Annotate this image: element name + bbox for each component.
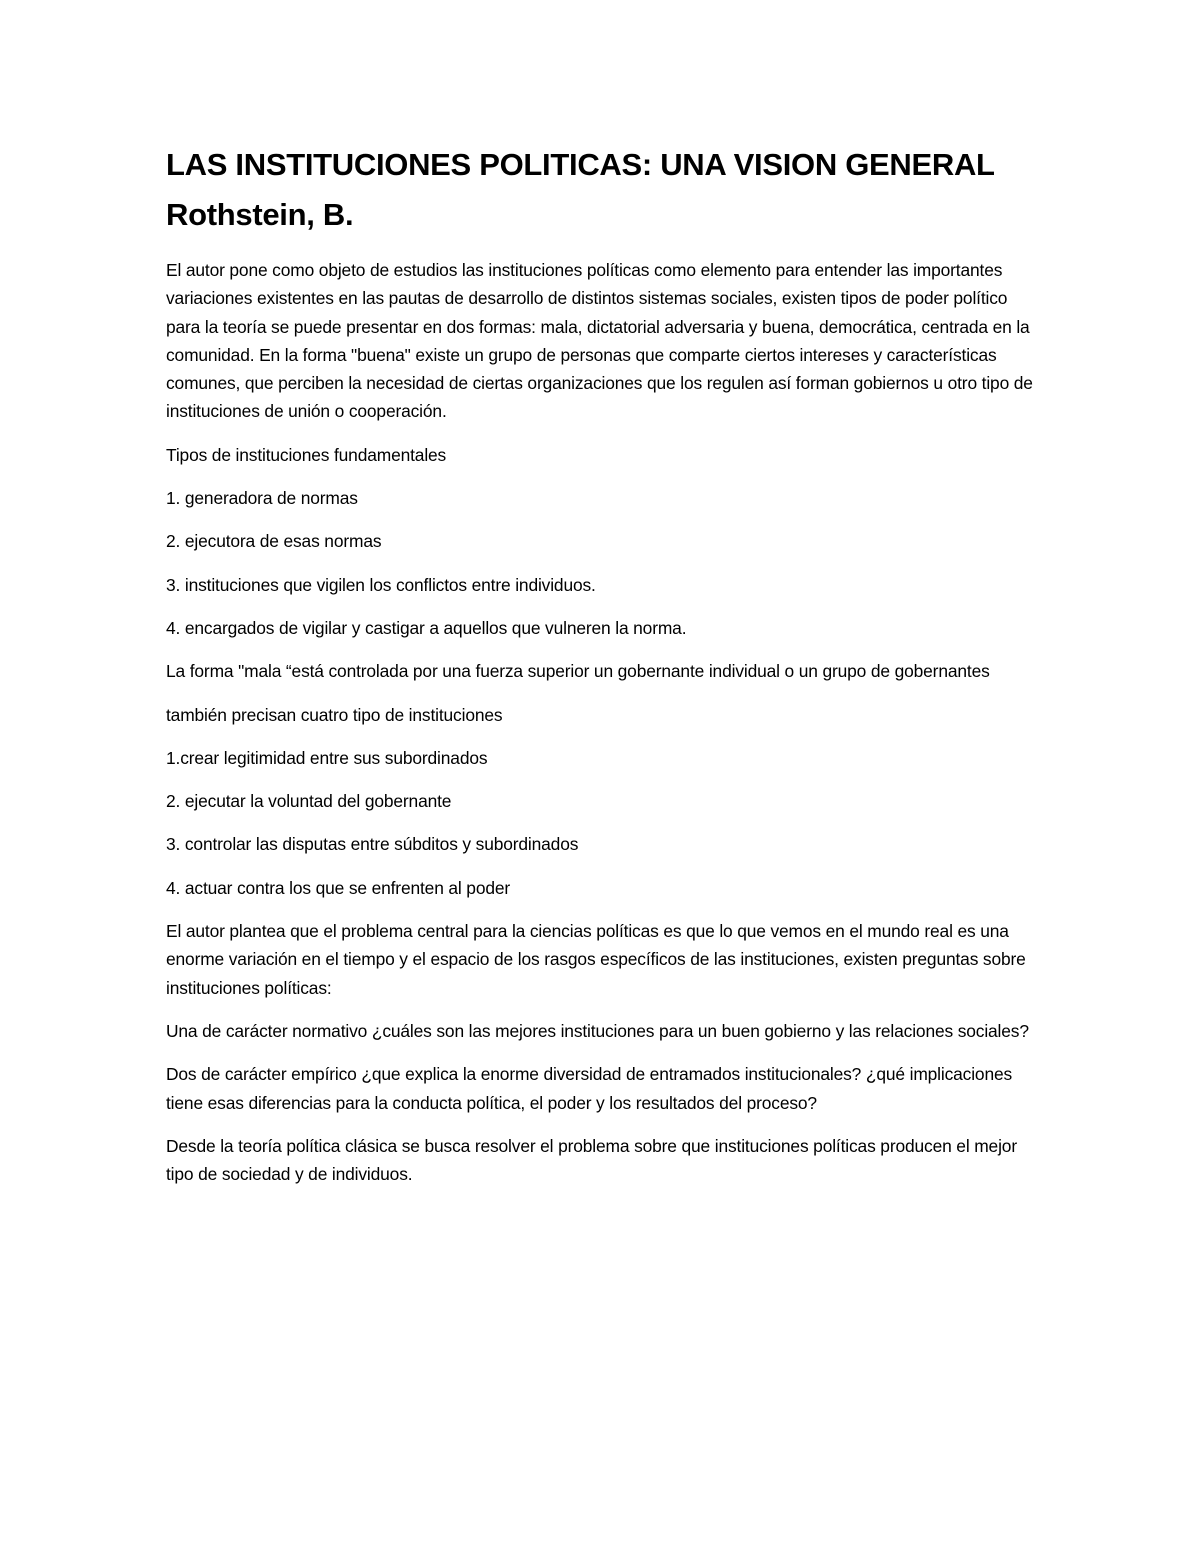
paragraph-normative-question: Una de carácter normativo ¿cuáles son las mejores instituciones para un buen gobierno y las relaciones sociales? — [166, 1020, 1029, 1041]
list-item: 1.crear legitimidad entre sus subordinados — [166, 747, 488, 768]
list-item: 3. instituciones que vigilen los conflictos entre individuos. — [166, 574, 596, 595]
document-page — [166, 140, 1046, 1203]
paragraph-types-heading: Tipos de instituciones fundamentales — [166, 444, 447, 465]
paragraph-bad-form: La forma "mala “está controlada por una fuerza superior un gobernante individual o un grupo de gobernantes — [166, 661, 990, 682]
list-item: 1. generadora de normas — [166, 488, 358, 509]
paragraph-four-types: también precisan cuatro tipo de instituciones — [166, 704, 503, 725]
paragraph-intro: El autor pone como objeto de estudios las instituciones políticas como elemento para entender las importantes variaciones existentes en las pautas de desarrollo de distintos sistemas sociales, existen tipos de poder político para la teoría se puede presentar en dos formas: mala, dictatorial adversaria y buena, democrática, centrada en la comunidad. En la forma "buena" existe un grupo de personas que comparte ciertos intereses y características comunes, que perciben la necesidad de ciertas organizaciones que los regulen así forman gobiernos u otro tipo de instituciones de unión o cooperación. — [166, 260, 1033, 422]
list-item: 3. controlar las disputas entre súbditos y subordinados — [166, 834, 579, 855]
paragraph-central-problem: El autor plantea que el problema central para la ciencias políticas es que lo que vemos en el mundo real es una enorme variación en el tiempo y el espacio de los rasgos específicos de las instituciones, existen preguntas sobre instituciones políticas: — [166, 921, 1026, 998]
list-item: 2. ejecutar la voluntad del gobernante — [166, 791, 452, 812]
list-item: 4. actuar contra los que se enfrenten al poder — [166, 877, 511, 898]
document-title: LAS INSTITUCIONES POLITICAS: UNA VISION GENERAL Rothstein, B. — [166, 147, 995, 232]
list-item: 4. encargados de vigilar y castigar a aquellos que vulneren la norma. — [166, 617, 687, 638]
list-item: 2. ejecutora de esas normas — [166, 531, 382, 552]
paragraph-classical-theory: Desde la teoría política clásica se busca resolver el problema sobre que instituciones políticas producen el mejor tipo de sociedad y de individuos. — [166, 1135, 1017, 1185]
paragraph-empirical-question: Dos de carácter empírico ¿que explica la enorme diversidad de entramados institucionales? ¿qué implicaciones tiene esas diferencias para la conducta política, el poder y los resultados del proceso? — [166, 1064, 1013, 1113]
